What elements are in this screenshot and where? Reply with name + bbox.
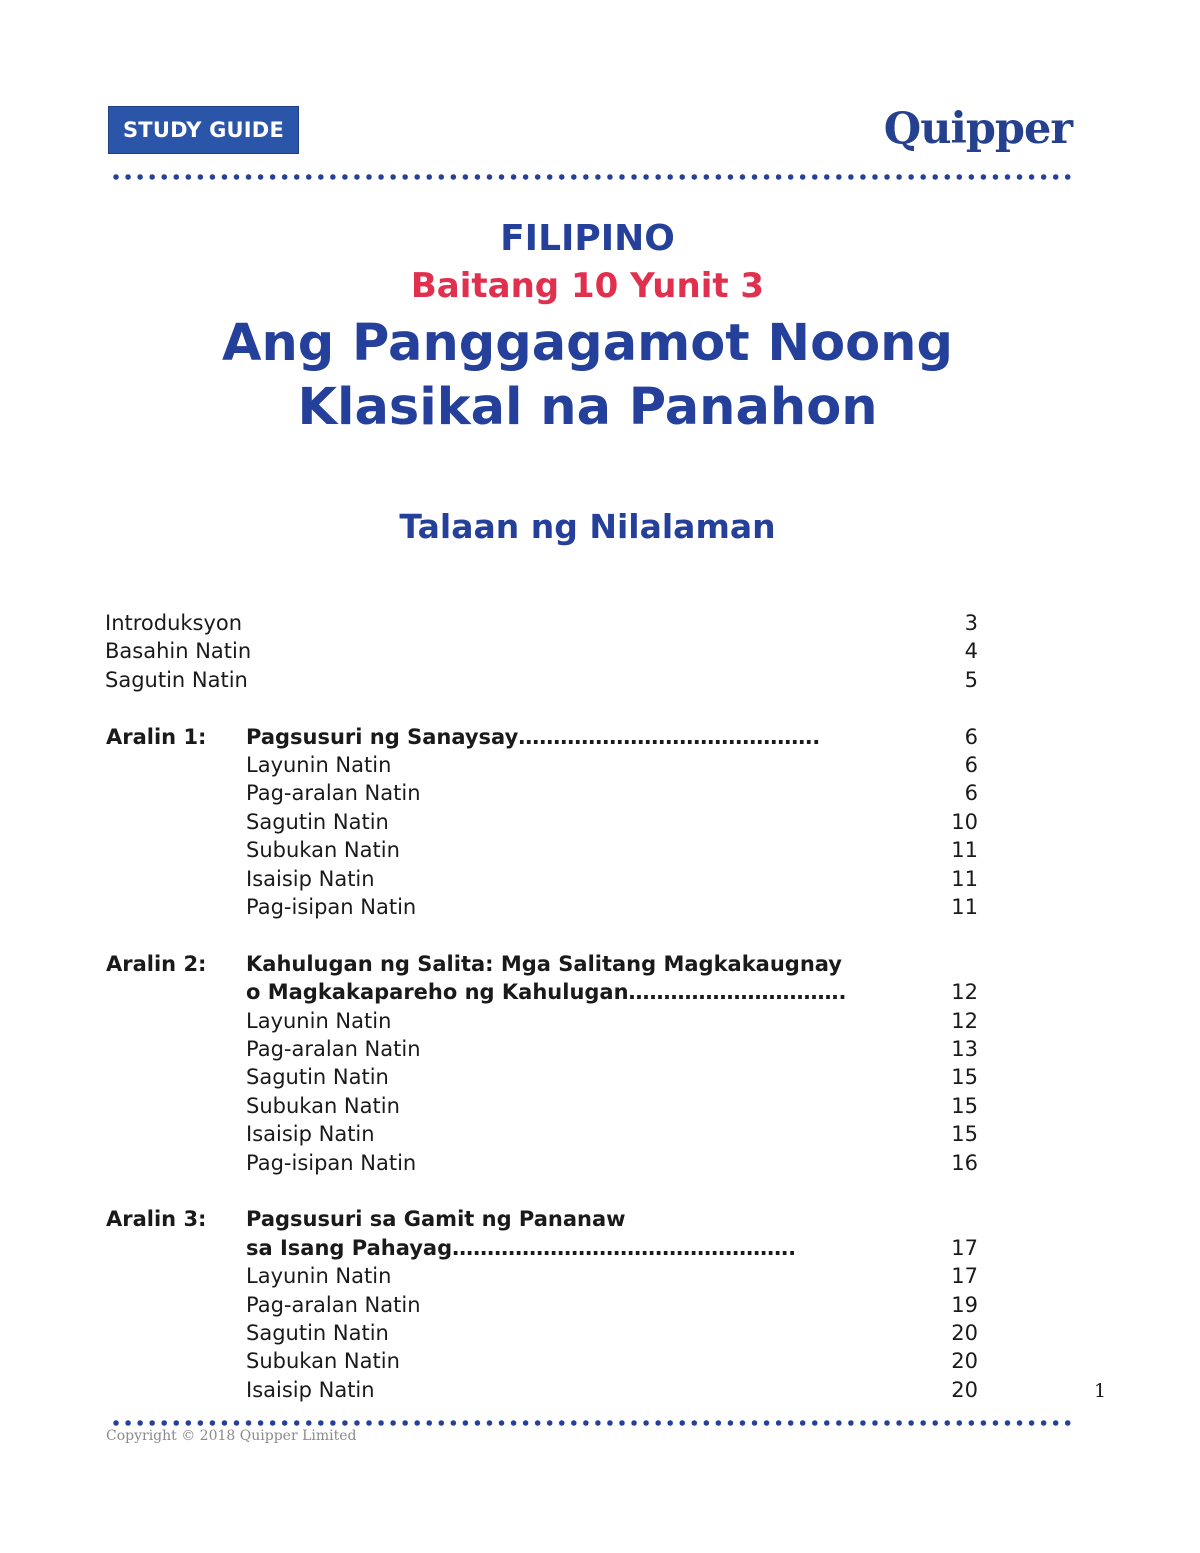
toc-page-number: 15 [951, 1065, 978, 1090]
toc-section-item: Pag-aralan Natin [246, 781, 421, 806]
lesson-label: Aralin 2: [106, 951, 207, 976]
toc-page-number: 17 [951, 1264, 978, 1289]
subject-title: FILIPINO [500, 218, 675, 259]
lesson-title-line: Pagsusuri ng Sanaysay……………………………………. [246, 724, 821, 749]
lesson-page-number: 12 [951, 980, 978, 1005]
toc-page-number: 13 [951, 1037, 978, 1061]
toc-section-item: Subukan Natin [246, 838, 400, 863]
toc-page-number: 10 [951, 809, 978, 834]
lesson-title-line: sa Isang Pahayag…………………………………………. [246, 1235, 797, 1260]
toc-section-item: Isaisip Natin [246, 1377, 375, 1402]
title-line-1: Ang Panggagamot Noong [221, 314, 953, 373]
toc-section-item: Isaisip Natin [246, 866, 375, 891]
toc-section-item: Pag-aralan Natin [246, 1037, 421, 1061]
study-guide-badge: STUDY GUIDE [108, 106, 299, 154]
toc-section-item: Pag-isipan Natin [246, 1150, 417, 1175]
toc-intro-item: Basahin Natin [105, 639, 252, 664]
toc-page-number: 16 [951, 1150, 978, 1175]
page-number: 1 [1094, 1380, 1107, 1402]
toc-section-item: Sagutin Natin [246, 1065, 389, 1090]
grade-unit-subtitle: Baitang 10 Yunit 3 [410, 266, 765, 306]
toc-page-number: 3 [964, 611, 978, 635]
toc-section-item: Layunin Natin [246, 1008, 392, 1033]
toc-heading: Talaan ng Nilalaman [399, 507, 776, 546]
toc-section-item: Isaisip Natin [246, 1122, 375, 1147]
toc-section-item: Subukan Natin [246, 1349, 400, 1374]
toc-page-number: 12 [951, 1008, 978, 1033]
title-line-2: Klasikal na Panahon [297, 378, 878, 437]
toc-page-number: 6 [964, 781, 978, 806]
lesson-page-number: 6 [964, 724, 978, 749]
toc-page-number: 5 [964, 667, 978, 692]
toc-page-number: 6 [964, 753, 978, 777]
toc-intro-item: Introduksyon [105, 611, 243, 635]
toc-page-number: 15 [951, 1093, 978, 1118]
toc-section-item: Layunin Natin [246, 1264, 392, 1289]
toc-page-number: 20 [951, 1377, 978, 1402]
lesson-title-line: Kahulugan ng Salita: Mga Salitang Magkakaugnay [246, 951, 842, 976]
lesson-title-line: Pagsusuri sa Gamit ng Pananaw [246, 1207, 626, 1232]
toc-page-number: 4 [964, 639, 978, 664]
toc-page-number: 11 [951, 838, 978, 863]
toc-intro-item: Sagutin Natin [105, 667, 248, 692]
copyright-notice: Copyright © 2018 Quipper Limited [106, 1428, 357, 1444]
toc-section-item: Pag-aralan Natin [246, 1292, 421, 1317]
lesson-label: Aralin 3: [106, 1207, 207, 1232]
toc-section-item: Layunin Natin [246, 753, 392, 777]
toc-section-item: Pag-isipan Natin [246, 895, 417, 919]
lesson-page-number: 17 [951, 1235, 978, 1260]
lesson-label: Aralin 1: [106, 724, 207, 749]
toc-section-item: Subukan Natin [246, 1093, 400, 1118]
lesson-title-line: o Magkakapareho ng Kahulugan…………………………. [246, 980, 847, 1005]
toc-page-number: 11 [951, 866, 978, 891]
bottom-dotted-divider [110, 1420, 1072, 1426]
toc-page-number: 15 [951, 1122, 978, 1147]
toc-section-item: Sagutin Natin [246, 809, 389, 834]
toc-page-number: 20 [951, 1349, 978, 1374]
toc-page-number: 19 [951, 1292, 978, 1317]
quipper-logo: Quipper [883, 104, 1072, 154]
toc-page-number: 20 [951, 1321, 978, 1345]
toc-section-item: Sagutin Natin [246, 1321, 389, 1345]
toc-page-number: 11 [951, 895, 978, 919]
